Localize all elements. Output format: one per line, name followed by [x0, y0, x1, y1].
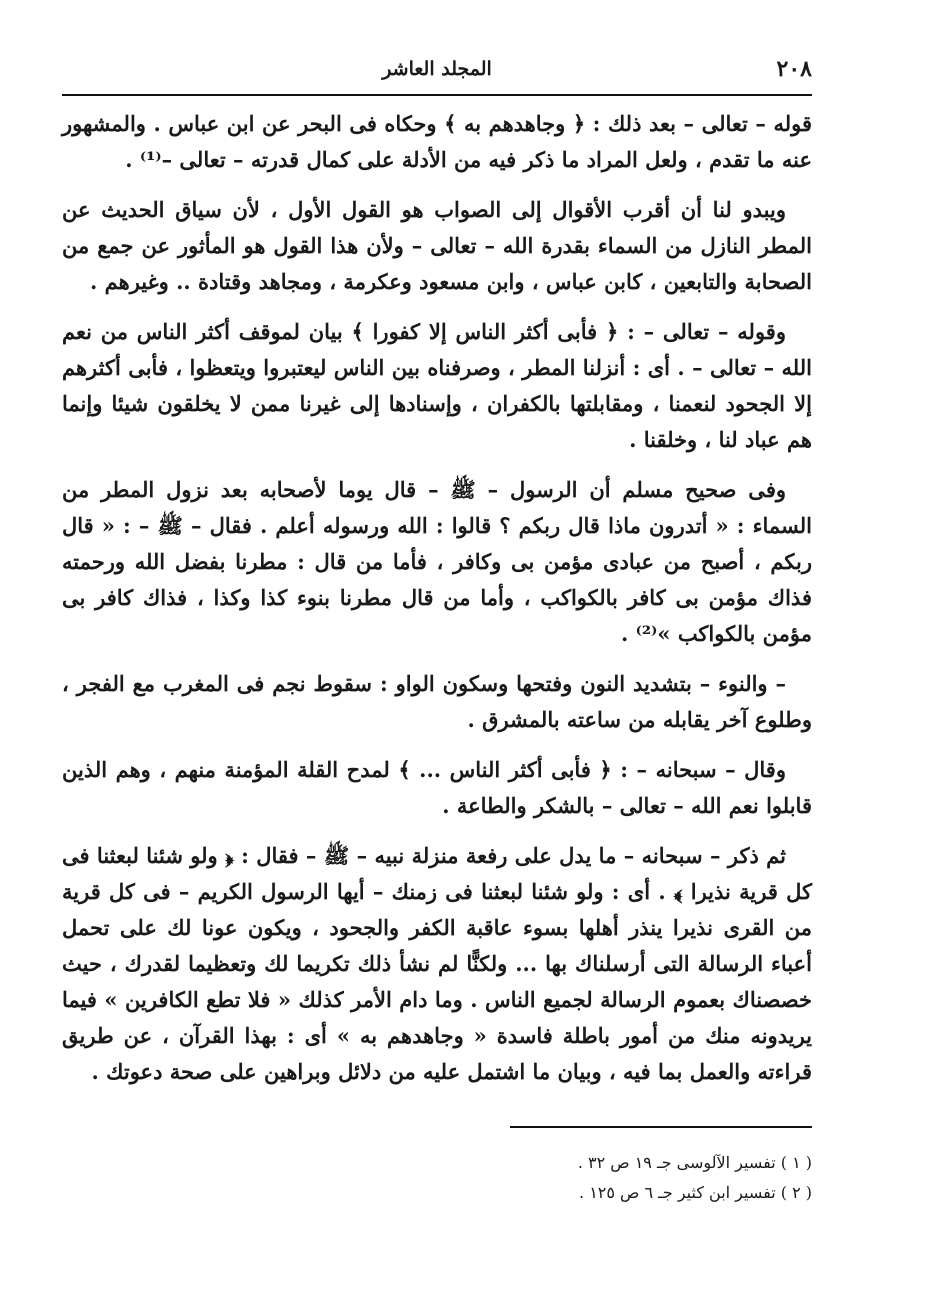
footnote-1: ( ١ ) تفسير الآلوسى جـ ١٩ ص ٣٢ .: [577, 1153, 812, 1172]
paragraph-4: وفى صحيح مسلم أن الرسول – ﷺ – قال يوما لأصحابه بعد نزول المطر من السماء : « أتدرون ماذا قال ربكم ؟ قالوا : الله ورسوله أعلم . فقال – ﷺ – : « قال ربكم ، أصبح من عبادى مؤمن بى وكافر ، فأما من قال : مطرنا بفضل الله ورحمته فذاك مؤمن بى كافر بالكواكب ، وأما من قال مطرنا بنوء كذا وكذا ، فذاك كافر بى مؤمن بالكواكب »⁽²⁾ .: [62, 477, 812, 646]
page-header: [62, 50, 812, 94]
footnote-2: ( ٢ ) تفسير ابن كثير جـ ٦ ص ١٢٥ .: [579, 1183, 812, 1202]
footnote-rule: [510, 1126, 812, 1128]
paragraph-7: ثم ذكر – سبحانه – ما يدل على رفعة منزلة نبيه – ﷺ – فقال : ﴿ ولو شئنا لبعثنا فى كل قرية نذيرا ﴾ . أى : ولو شئنا لبعثنا فى زمنك – أيها الرسول الكريم – فى كل قرية من القرى نذيرا ينذر أهلها بسوء عاقبة الكفر والجحود ، ويكون عونا لك على تحمل أعباء الرسالة التى أرسلناك بها ... ولكنًّا لم نشأ ذلك تكريما لك وتعظيما لقدرك ، حيث خصصناك بعموم الرسالة لجميع الناس . وما دام الأمر كذلك « فلا تطع الكافرين » فيما يريدونه منك من أمور باطلة فاسدة « وجاهدهم به » أى : بهذا القرآن ، عن طريق قراءته والعمل بما فيه ، وبيان ما اشتمل عليه من دلائل وبراهين على صحة دعوتك .: [62, 843, 812, 1084]
paragraph-1: قوله – تعالى – بعد ذلك : ﴿ وجاهدهم به ﴾ وحكاه فى البحر عن ابن عباس . والمشهور عنه ما تقدم ، ولعل المراد ما ذكر فيه من الأدلة على كمال قدرته – تعالى –⁽¹⁾ .: [62, 111, 812, 172]
paragraph-3: وقوله – تعالى – : ﴿ فأبى أكثر الناس إلا كفورا ﴾ بيان لموقف أكثر الناس من نعم الله – تعالى – . أى : أنزلنا المطر ، وصرفناه بين الناس ليعتبروا ويتعظوا ، فأبى أكثرهم إلا الجحود لنعمنا ، ومقابلتها بالكفران ، وإسنادها إلى غيرنا ممن لا يخلقون شيئا وإنما هم عباد لنا ، وخلقنا .: [62, 319, 812, 452]
body-text: [62, 106, 812, 1104]
footnotes: [420, 1148, 812, 1208]
paragraph-2: ويبدو لنا أن أقرب الأقوال إلى الصواب هو القول الأول ، لأن سياق الحديث عن المطر النازل من السماء بقدرة الله – تعالى – ولأن هذا القول هو المأثور عن جمع من الصحابة والتابعين ، كابن عباس ، وابن مسعود وعكرمة ، ومجاهد وقتادة .. وغيرهم .: [62, 197, 812, 294]
running-title: المجلد العاشر: [382, 58, 492, 80]
header-rule: [62, 94, 812, 96]
paragraph-6: وقال – سبحانه – : ﴿ فأبى أكثر الناس ... ﴾ لمدح القلة المؤمنة منهم ، وهم الذين قابلوا نعم الله – تعالى – بالشكر والطاعة .: [62, 757, 812, 818]
paragraph-5: – والنوء – بتشديد النون وفتحها وسكون الواو : سقوط نجم فى المغرب مع الفجر ، وطلوع آخر يقابله من ساعته بالمشرق .: [62, 671, 812, 732]
page-number: ٢٠٨: [776, 56, 812, 82]
